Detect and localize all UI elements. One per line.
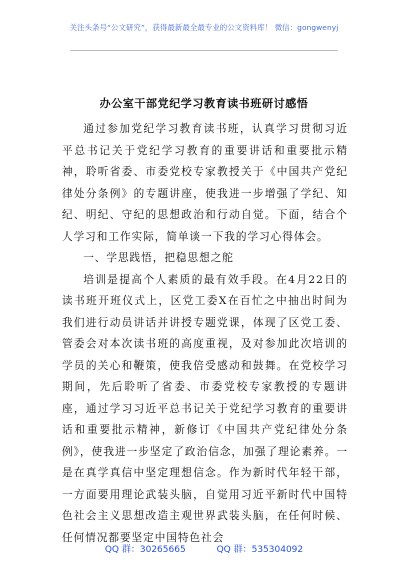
paragraph-intro: 通过参加党纪学习教育读书班，认真学习贯彻习近平总书记关于党纪学习教育的重要讲话和重要批示精神，聆听省委、市委党校专家教授关于《中国共产党纪律处分条例》的专题讲座，使我进一步增强了学纪、知纪、明纪、守纪的思想政治和行动自觉。下面，结合个人学习和工作实际，简单谈一下我的学习心得体会。 <box>62 123 348 243</box>
document-body <box>62 119 348 549</box>
section-heading: 一、学思践悟，把稳思想之舵 <box>83 252 234 264</box>
header-divider <box>70 50 338 51</box>
footer-qq-group-1: QQ 群：30265665 <box>104 545 186 555</box>
footer-qq-group-2: QQ 群：535304092 <box>216 545 304 555</box>
footer <box>0 542 408 555</box>
header-banner: 关注头条号“公文研究”，获得最新最全最专业的公文资料库！ 微信：gongwenyj <box>69 23 339 32</box>
paragraph-body: 培训是提高个人素质的最有效手段。在4月22日的读书班开班仪式上，区党工委X在百忙之中抽出时间为我们进行动员讲话并讲授专题党课，体现了区党工委、管委会对本次读书班的高度重视，及对参加此次培训的学员的关心和鞭策，使我倍受感动和鼓舞。在党校学习期间，先后聆听了省委、市委党校专家教授的专题讲座，通过学习习近平总书记关于党纪学习教育的重要讲话和重要批示精神，新修订《中国共产党纪律处分条例》，使我进一步坚定了政治信念，加强了理论素养。一是在真学真信中坚定理想信念。作为新时代年轻干部，一方面要用理论武装头脑，自觉用习近平新时代中国特色社会主义思想改造主观世界武装头脑，在任何时候、任何情况都要坚定中国特色社会 <box>62 273 348 544</box>
document-title: 办公室干部党纪学习教育读书班研讨感悟 <box>99 97 309 110</box>
